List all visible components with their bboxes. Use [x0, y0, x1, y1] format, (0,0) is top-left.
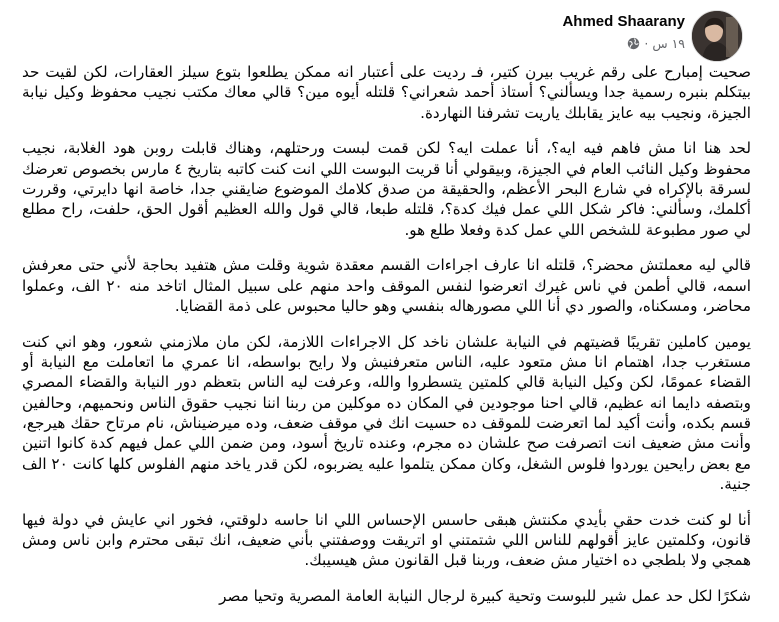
- post-paragraph: صحيت إمبارح على رقم غريب بيرن كتير، فـ رديت على أعتبار انه ممكن يطلعوا بتوع سيلز العقارات، لكن لقيت حد بيتكلم بنبره رسمية جدا ويسألني؟ أستاذ أحمد شعراني؟ قلتله أيوه مين؟ قالي معاك مكتب نجيب محفوظ وكيل نيابة الجيزة، ونجيب بيه عايز يقابلك ياريت تشرفنا النهاردة.: [22, 63, 751, 122]
- post-header: [22, 0, 751, 62]
- author-name[interactable]: Ahmed Shaarany: [562, 13, 685, 30]
- post-paragraph: يومين كاملين تقريبًا قضيتهم في النيابة علشان ناخد كل الاجراءات اللازمة، لكن مان ملازمني شعور، وهو اني كنت مستغرب جدا، اهتمام انا مش متعود عليه، الناس متعرفنيش ولا رايح بواسطه، انا عمري ما اتعاملت مع النيابة أو القضاء عمومًا، لكن وكيل النيابة قالي كلمتين يتسطروا والله، وعرفت ليه الناس بتعظم دور النيابة والقضاء المصري وبتصفه دايما انه عظيم، قالي احنا موجودين في المكان ده موكلين من ربنا اننا نجيب حقوق الناس ونحميهم، وحالفين قسم بكده، وأنت أكيد لما اتعرضت للموقف ده حسيت انك في موقف ضعف، وده ميرضيناش، نام مرتاح حقك هيرجع، وأنت مش ضعيف انت اتصرفت صح علشان ده مجرم، وعنده تاريخ أسود، ومن ضمن اللي عمل فيهم كدة كانوا اتنين مع بعض رايحين يوردوا فلوس الشغل، وكان ممكن يتلموا عليه يضربوه، لكن قدر ياخد منهم الفلوس كلها كانت ٢٠ الف جنية.: [22, 332, 751, 493]
- post-paragraph: لحد هنا انا مش فاهم فيه ايه؟، أنا عملت ايه؟ لكن قمت لبست ورحتلهم، وهناك قابلت روبن هود الغلابة، نجيب محفوظ وكيل النائب العام في الجيزة، وبيقولي أنا قريت البوست اللي انت كنت كاتبه بتاريخ ٤ مارس بخصوص تعرضك لسرقة بالإكراه في شارع البحر الأعظم، والحقيقة من صدق كلامك الموضوع ضايقني جدا، خاصة انها دايرتي، وقررت أكلمك، وسألني: فاكر شكل اللي عمل فيك كدة؟، قلتله طبعا، قالي قول والله العظيم أقول الحق، حلفت، راح مطلع لي صور مطبوعة للشخص اللي عمل كدة وفعلا طلع هو.: [22, 139, 751, 239]
- post-body: [22, 62, 751, 606]
- meta-separator: ·: [644, 36, 649, 51]
- post-paragraph: قالي ليه معملتش محضر؟، قلتله انا عارف اجراءات القسم معقدة شوية وقلت مش هتفيد بحاجة لأني حتى معرفش اسمه، قالي أطمن في ناس غيرك اتعرضوا لنفس الموقف واحد منهم على سبيل المثال اتاخد منه ٢٠ الف، وعملوا محاضر، ومسكناه، والصور دي أنا اللي مصورهاله بنفسي وهو حاليا محبوس على ذمة القضايا.: [22, 256, 751, 315]
- post-paragraph: أنا لو كنت خدت حقي بأيدي مكنتش هبقى حاسس الإحساس اللي انا حاسه دلوقتي، فخور اني عايش في دولة فيها قانون، وكلمتين عايز أقولهم للناس اللي شتمتني او اتريقت ووصفتني بأني ضعيف، انك تبقى محترم وابن ناس ومش همجي ولا بلطجي ده اختيار مش ضعف، وربنا قبل القانون مش هيسيبك.: [22, 510, 751, 570]
- post-paragraph: شكرًا لكل حد عمل شير للبوست وتحية كبيرة لرجال النيابة العامة المصرية وتحيا مصر: [219, 587, 751, 606]
- post-time[interactable]: ١٩ س: [652, 36, 685, 51]
- globe-icon[interactable]: [627, 37, 640, 50]
- avatar[interactable]: [691, 10, 743, 62]
- post-meta: [627, 36, 685, 51]
